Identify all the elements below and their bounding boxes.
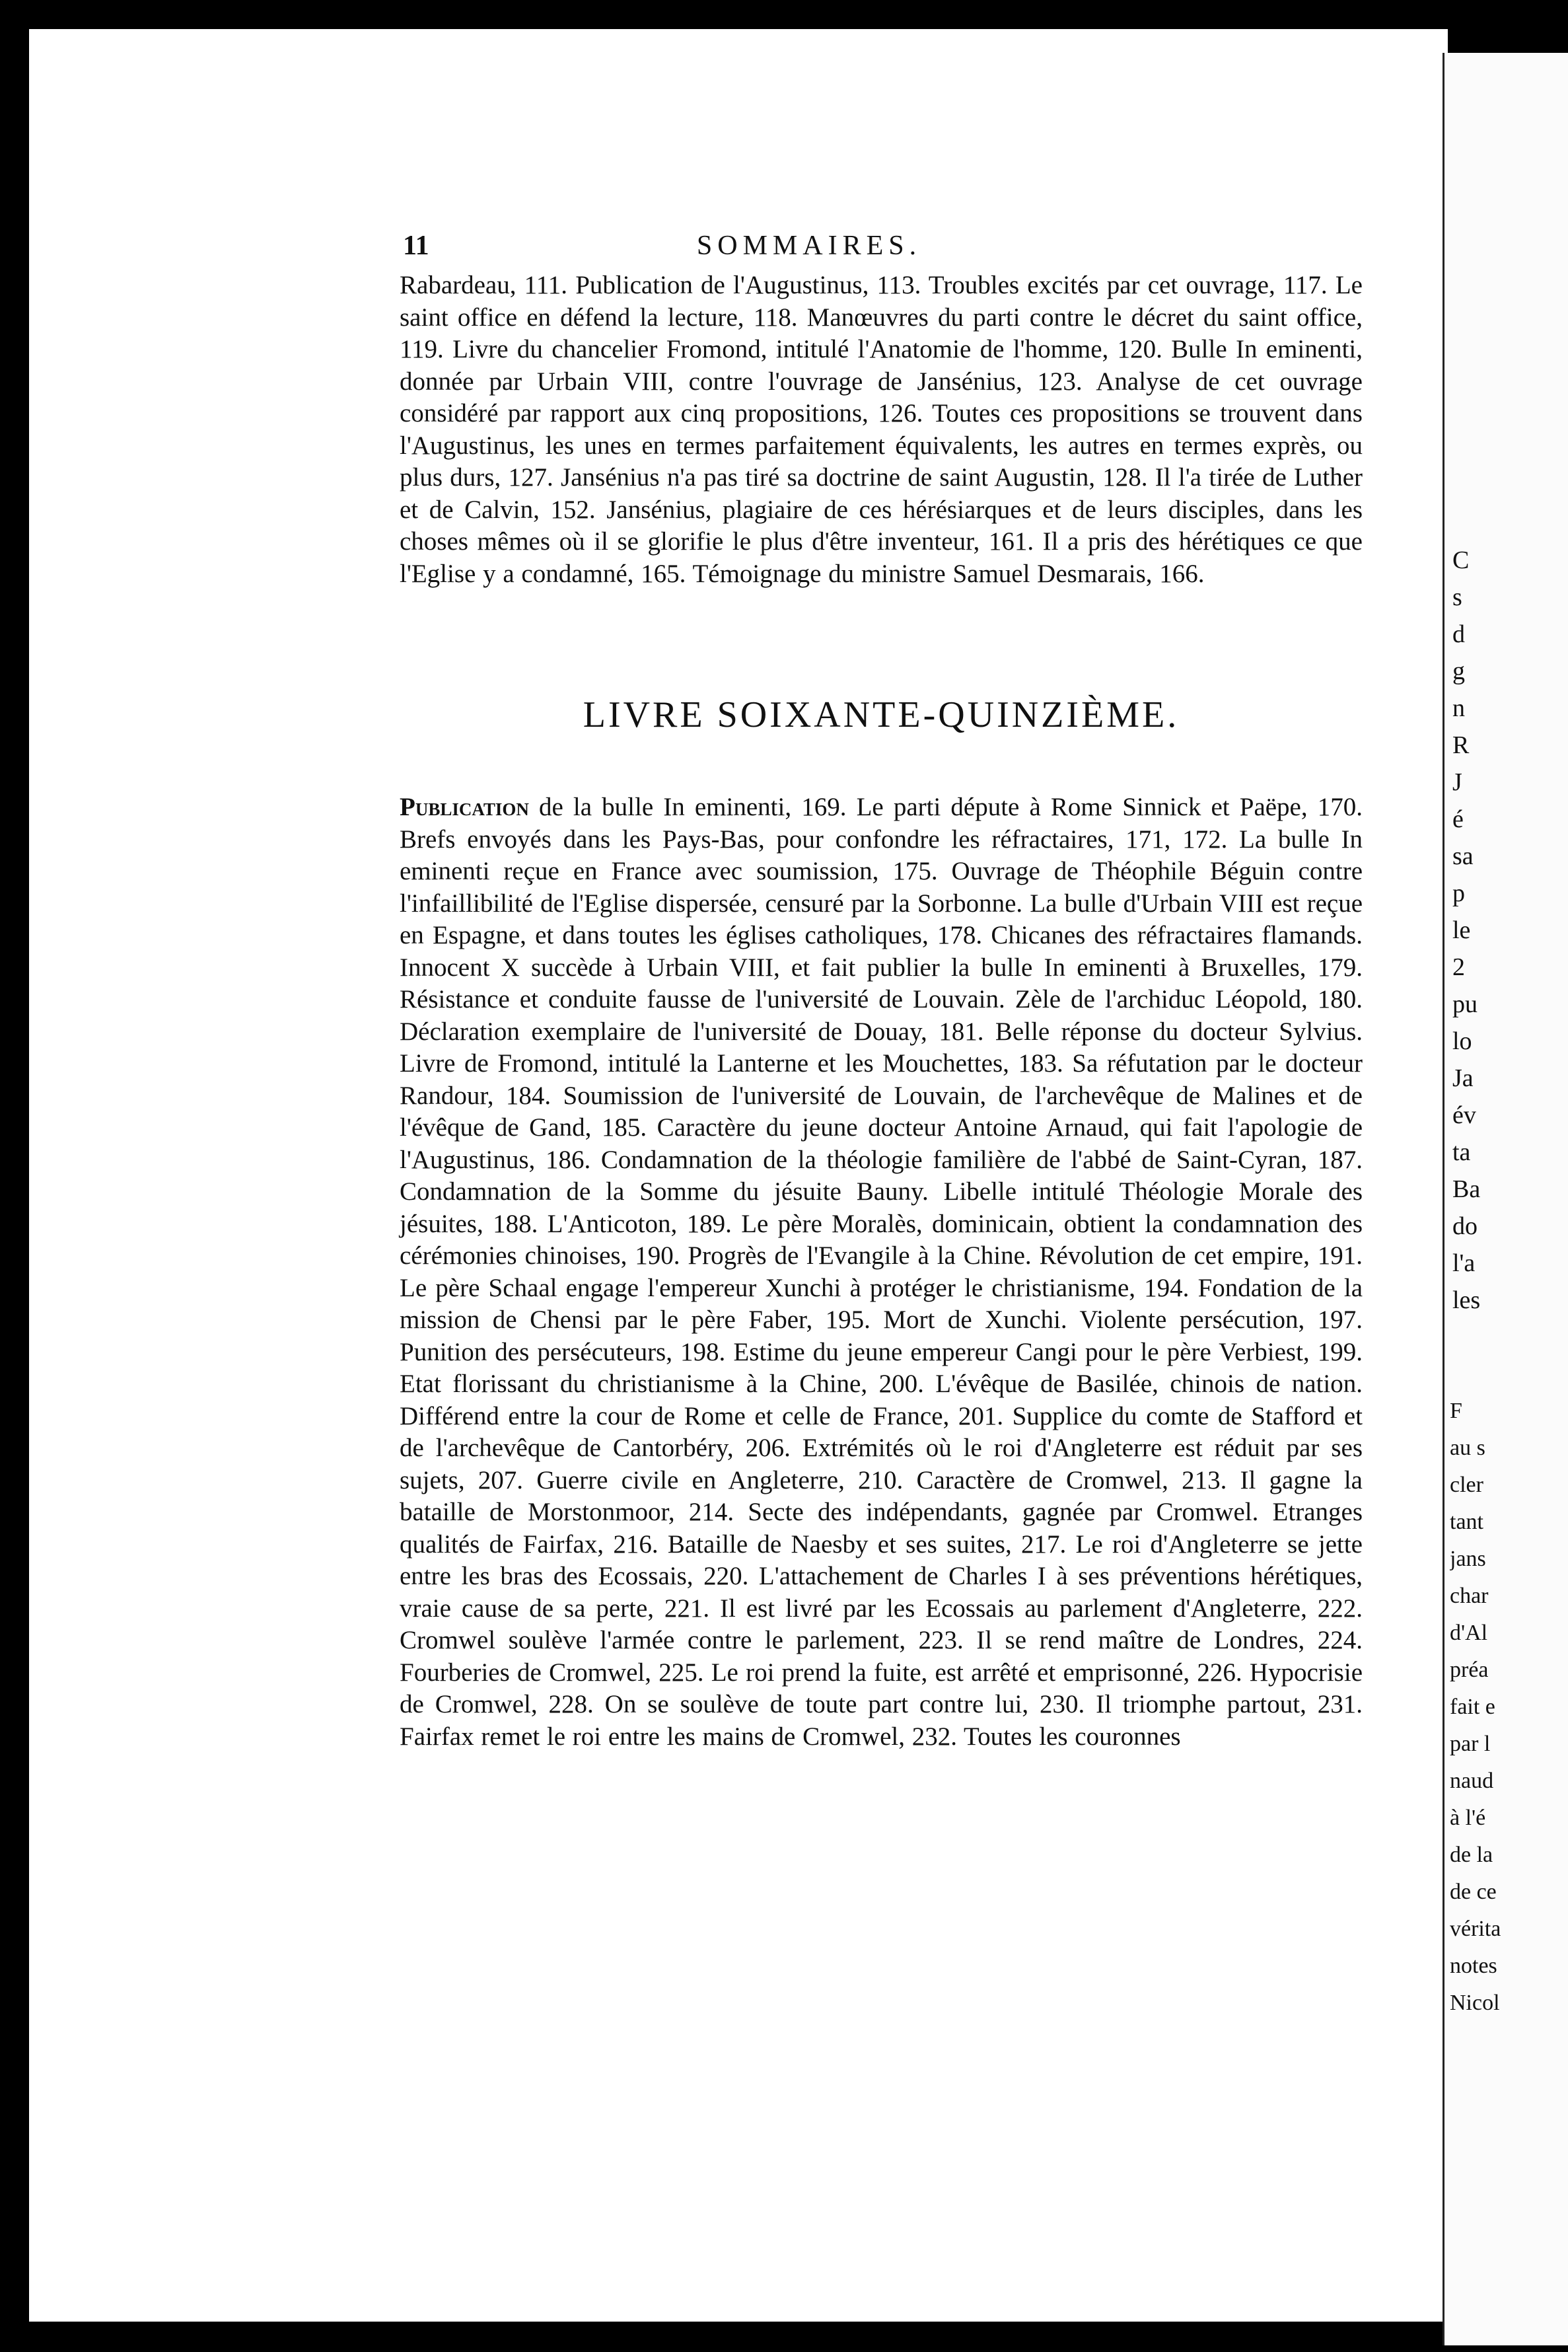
summary-text: de la bulle In eminenti, 169. Le parti députe à Rome Sinnick et Paëpe, 170. Brefs envoyés dans les Pays-Bas, pour confondre les réfractaires, 171, 172. La bulle In eminenti reçue en France avec soumission, 175. Ouvrage de Théophile Béguin contre l'infaillibilité de l'Eglise dispersée, censuré par la Sorbonne. La bulle d'Urbain VIII est reçue en Espagne, et dans toutes les églises catholiques, 178. Chicanes des réfractaires flamands. Innocent X succède à Urbain VIII, et fait publier la bulle In eminenti à Bruxelles, 179. Résistance et conduite fausse de l'université de Louvain. Zèle de l'archiduc Léopold, 180. Déclaration exemplaire de l'université de Douay, 181. Belle réponse du docteur Sylvius. Livre de Fromond, intitulé la Lanterne et les Mouchettes, 183. Sa réfutation par le docteur Randour, 184. Soumission de l'université de Louvain, de l'archevêque de Malines et de l'évêque de Gand, 185. Caractère du jeune docteur Antoine Arnaud, qui fait l'apologie de l'Augustinus, 186. Condamnation de la théologie familière de l'abbé de Saint-Cyran, 187. Condamnation de la Somme du jésuite Bauny. Libelle intitulé Théologie Morale des jésuites, 188. L'Anticoton, 189. Le père Moralès, dominicain, obtient la condamnation des cérémonies chinoises, 190. Progrès de l'Evangile à la Chine. Révolution de cet empire, 191. Le père Schaal engage l'empereur Xunchi à protéger le christianisme, 194. Fondation de la mission de Chensi par le père Faber, 195. Mort de Xunchi. Violente persécution, 197. Punition des persécuteurs, 198. Estime du jeune empereur Cangi pour le père Verbiest, 199. Etat florissant du christianisme à la Chine, 200. L'évêque de Basilée, chinois de nation. Différend entre la cour de Rome et celle de France, 201. Supplice du comte de Stafford et de l'archevêque de Cantorbéry, 206. Extrémités où le roi d'Angleterre est réduit par ses sujets, 207. Guerre civile en Angleterre, 210. Caractère de Cromwel, 213. Il gagne la bataille de Morstonmoor, 214. Secte des indépendants, gagnée par Cromwel. Etranges qualités de Fairfax, 216. Bataille de Naesby et ses suites, 217. Le roi d'Angleterre se jette entre les bras des Ecossais, 220. L'attachement de Charles I à ses préventions hérétiques, vraie cause de sa perte, 221. Il est livré par les Ecossais au parlement d'Angleterre, 222. Cromwel soulève l'armée contre le parlement, 223. Il se rend maître de Londres, 224. Fourberies de Cromwel, 225. Le roi prend la fuite, est arrêté et emprisonné, 226. Hypocrisie de Cromwel, 228. On se soulève de toute part contre lui, 230. Il triomphe partout, 231. Fairfax remet le roi entre les mains de Cromwel, 232. Toutes les couronnes bbox=[400, 793, 1363, 1751]
running-head bbox=[403, 230, 1215, 270]
facing-page-fragment: cler bbox=[1450, 1473, 1483, 1497]
facing-page-fragment: do bbox=[1452, 1212, 1478, 1240]
facing-page-fragment: notes bbox=[1450, 1954, 1497, 1978]
facing-page-fragment: F bbox=[1450, 1399, 1462, 1423]
summary-paragraph bbox=[400, 791, 1363, 1753]
facing-page-fragment: d'Al bbox=[1450, 1621, 1488, 1645]
facing-page-fragment: Nicol bbox=[1450, 1991, 1500, 2015]
facing-page-fragment: ta bbox=[1452, 1138, 1471, 1166]
facing-page-fragment: C bbox=[1452, 546, 1470, 574]
facing-page-fragment: Ba bbox=[1452, 1175, 1481, 1203]
facing-page-fragment: sa bbox=[1452, 842, 1474, 870]
facing-page-fragment: 2 bbox=[1452, 953, 1465, 981]
facing-page-fragment: l'a bbox=[1452, 1249, 1476, 1277]
facing-page-fragment: le bbox=[1452, 916, 1471, 944]
facing-page-edge bbox=[1443, 53, 1568, 2345]
facing-page-fragment: au s bbox=[1450, 1436, 1485, 1460]
facing-page-fragment: J bbox=[1452, 768, 1462, 796]
facing-page-fragment: d bbox=[1452, 620, 1465, 648]
facing-page-fragment: fait e bbox=[1450, 1695, 1495, 1719]
facing-page-fragment: s bbox=[1452, 583, 1462, 611]
facing-page-fragment: Ja bbox=[1452, 1064, 1474, 1092]
facing-page-fragment: naud bbox=[1450, 1769, 1494, 1793]
facing-page-fragment: n bbox=[1452, 694, 1465, 722]
facing-page-fragment: lo bbox=[1452, 1027, 1472, 1055]
facing-page-fragment: de la bbox=[1450, 1843, 1493, 1867]
facing-page-lower-column bbox=[1450, 1394, 1568, 2023]
facing-page-fragment: R bbox=[1452, 731, 1470, 759]
facing-page-fragment: les bbox=[1452, 1286, 1481, 1314]
facing-page-fragment: par l bbox=[1450, 1732, 1491, 1756]
facing-page-fragment: jans bbox=[1450, 1547, 1486, 1571]
page-header-title: SOMMAIRES. bbox=[696, 231, 922, 261]
facing-page-fragment: pu bbox=[1452, 990, 1478, 1018]
facing-page-fragment: p bbox=[1452, 879, 1465, 907]
facing-page-fragment: préa bbox=[1450, 1658, 1489, 1682]
facing-page-fragment: char bbox=[1450, 1584, 1489, 1608]
facing-page-fragment: tant bbox=[1450, 1510, 1483, 1534]
facing-page-fragment: vérita bbox=[1450, 1917, 1501, 1941]
book-title: LIVRE SOIXANTE-QUINZIÈME. bbox=[583, 694, 1180, 735]
facing-page-fragment: g bbox=[1452, 657, 1465, 685]
facing-page-fragment: de ce bbox=[1450, 1880, 1497, 1904]
facing-page-fragment: év bbox=[1452, 1101, 1476, 1129]
page-number: 11 bbox=[403, 231, 429, 261]
facing-page-upper-column bbox=[1452, 542, 1568, 1319]
summary-lead-word: Publication bbox=[400, 793, 529, 821]
facing-page-fragment: à l'é bbox=[1450, 1806, 1486, 1830]
intro-paragraph: Rabardeau, 111. Publication de l'Augustinus, 113. Troubles excités par cet ouvrage, 117. Le saint office en défend la lecture, 118. Manœuvres du parti contre le décret du saint office, 119. Livre du chancelier Fromond, intitulé l'Anatomie de l'homme, 120. Bulle In eminenti, donnée par Urbain VIII, contre l'ouvrage de Jansénius, 123. Analyse de cet ouvrage considéré par rapport aux cinq propositions, 126. Toutes ces propositions se trouvent dans l'Augustinus, les unes en termes parfaitement équivalents, les autres en termes exprès, ou plus durs, 127. Jansénius n'a pas tiré sa doctrine de saint Augustin, 128. Il l'a tirée de Luther et de Calvin, 152. Jansénius, plagiaire de ces hérésiarques et de leurs disciples, dans les choses mêmes où il se glorifie le plus d'être inventeur, 161. Il a pris des hérétiques ce que l'Eglise y a condamné, 165. Témoignage du ministre Samuel Desmarais, 166. bbox=[400, 271, 1363, 588]
facing-page-fragment: é bbox=[1452, 805, 1464, 833]
